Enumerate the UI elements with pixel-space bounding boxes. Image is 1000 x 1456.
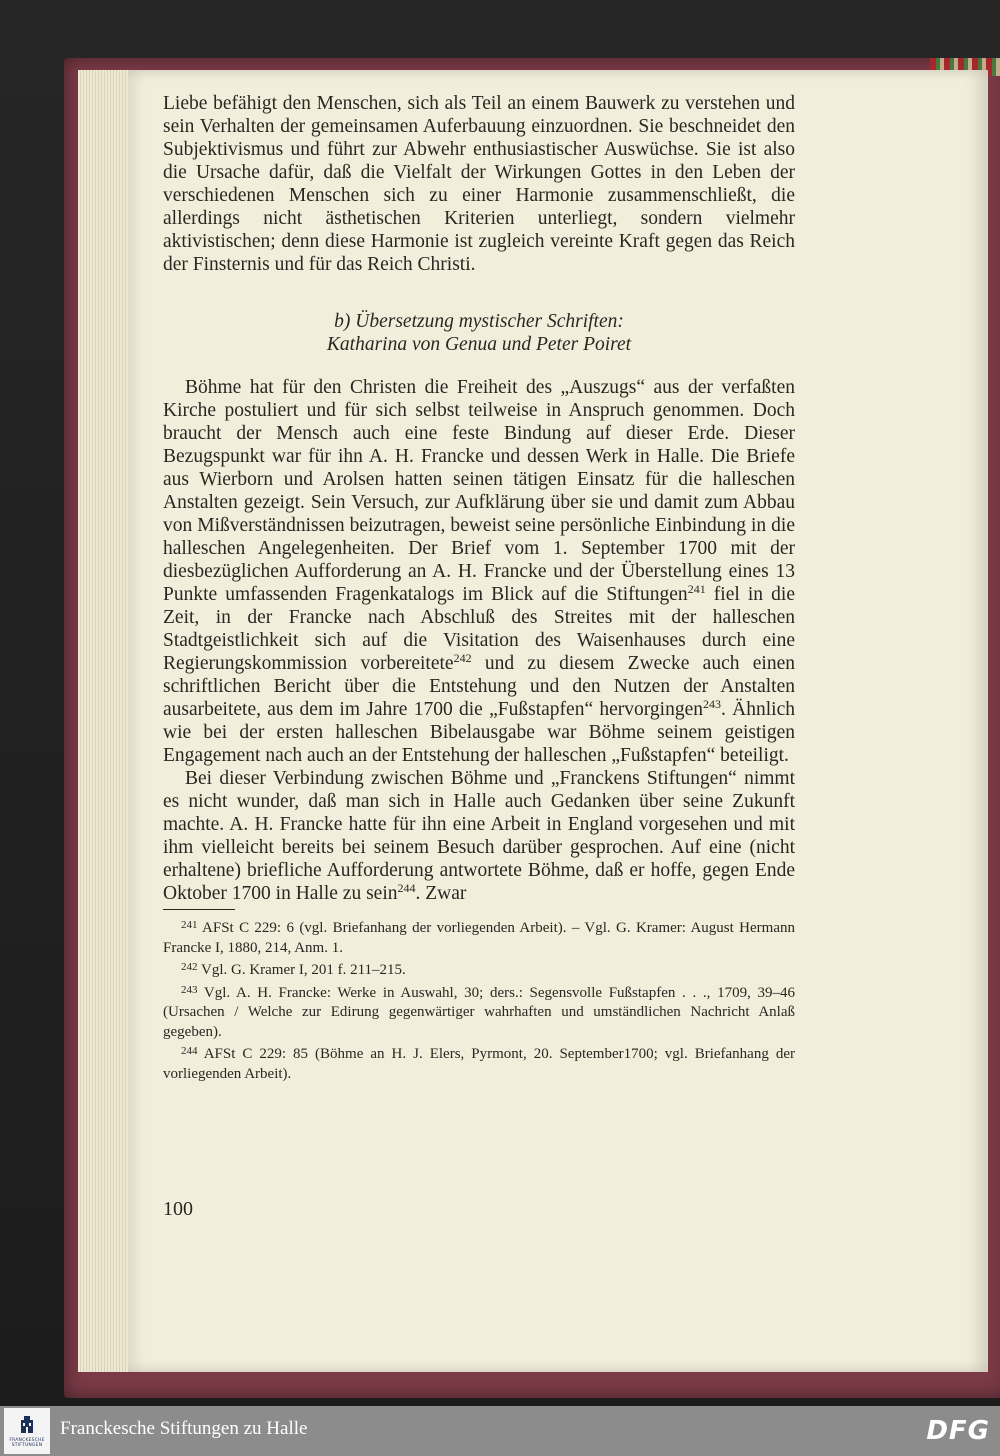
footnote-number: 243 bbox=[181, 983, 198, 996]
section-heading bbox=[163, 310, 795, 356]
footnote-text: AFSt C 229: 6 (vgl. Briefanhang der vorliegenden Arbeit). – Vgl. G. Kramer: August Hermann Francke I, 1880, 214, Anm. 1. bbox=[163, 920, 795, 956]
heading-line-1: b) Übersetzung mystischer Schriften: bbox=[334, 311, 624, 332]
footnote-242 bbox=[163, 958, 795, 981]
logo-text: FRANCKESCHE STIFTUNGEN bbox=[9, 1438, 45, 1448]
footnote-ref-242[interactable]: 242 bbox=[453, 651, 472, 665]
footnote-number: 244 bbox=[181, 1045, 198, 1057]
footer-bar bbox=[0, 1406, 1000, 1456]
footnote-244 bbox=[163, 1042, 795, 1084]
footnote-243 bbox=[163, 981, 795, 1043]
footnote-divider bbox=[163, 909, 235, 910]
footnote-ref-241[interactable]: 241 bbox=[687, 582, 706, 596]
page-number: 100 bbox=[163, 1198, 193, 1220]
heading-line-2: Katharina von Genua und Peter Poiret bbox=[326, 334, 632, 355]
footnote-text: AFSt C 229: 85 (Böhme an H. J. Elers, Pyrmont, 20. September1700; vgl. Briefanhang der vorliegenden Arbeit). bbox=[163, 1046, 795, 1082]
footnote-ref-244[interactable]: 244 bbox=[397, 881, 416, 895]
footnote-number: 241 bbox=[181, 919, 198, 931]
paragraph-3 bbox=[163, 767, 795, 905]
paragraph-3-part-a: Bei dieser Verbindung zwischen Böhme und „Franckens Stiftungen“ nimmt es nicht wunder, daß man sich in Halle auch Gedanken über seine Zukunft machte. A. H. Francke hatte für ihn eine Arbeit in England vorgesehen und mit ihm vielleicht bereits bei seinem Besuch darüber gesprochen. Auf eine (nicht erhaltene) briefliche Aufforderung antwortete Böhme, daß er hoffe, gegen Ende Oktober 1700 in Halle zu sein bbox=[163, 768, 795, 904]
paragraph-2 bbox=[163, 376, 795, 767]
franckesche-stiftungen-logo[interactable] bbox=[4, 1408, 50, 1454]
page-edges bbox=[78, 70, 134, 1372]
footer-title[interactable]: Franckesche Stiftungen zu Halle bbox=[60, 1418, 308, 1439]
footnote-241 bbox=[163, 916, 795, 958]
paragraph-2-part-d: . Ähnlich wie bei der ersten halleschen Bibelausgabe war Böhme seinem geistigen Engagement nach auch an der Entstehung der halleschen „Fußstapfen“ beteiligt. bbox=[163, 699, 795, 766]
footnote-text: Vgl. A. H. Francke: Werke in Auswahl, 30; ders.: Segensvolle Fußstapfen . . ., 1709, 39–46 (Ursachen / Welche zur Edirung gegenwärtiger wahrhaften und umständlichen Nachricht Anlaß gegeben). bbox=[163, 984, 795, 1040]
paragraph-3-part-b: . Zwar bbox=[415, 883, 467, 904]
footnote-ref-243[interactable]: 243 bbox=[703, 697, 721, 711]
footnote-number: 242 bbox=[181, 961, 198, 973]
main-text bbox=[163, 92, 795, 1084]
paragraph-2-part-a: Böhme hat für den Christen die Freiheit des „Auszugs“ aus der verfaßten Kirche postuliert und für sich selbst teilweise in Anspruch genommen. Doch braucht der Mensch auch eine feste Bindung auf dieser Erde. Dieser Bezugspunkt war für ihn A. H. Francke und dessen Werk in Halle. Die Briefe aus Wierborn und Arolsen hatten seinen tätigen Einsatz für die halleschen Anstalten gezeigt. Sein Versuch, zur Aufklärung über sie und damit zum Abbau von Mißverständnissen beizutragen, beweist seine persönliche Einbindung in die halleschen Angelegenheiten. Der Brief vom 1. September 1700 mit der diesbezüglichen Aufforderung an A. H. Francke und der Überstellung eines 13 Punkte umfassenden Fragenkatalogs im Blick auf die Stiftungen bbox=[163, 377, 795, 605]
footnote-text: Vgl. G. Kramer I, 201 f. 211–215. bbox=[200, 962, 406, 978]
building-icon bbox=[20, 1414, 34, 1434]
dfg-logo[interactable]: DFG bbox=[926, 1416, 990, 1446]
paragraph-2-part-b: fiel in die Zeit, in der Francke nach Abschluß des Streites mit der halleschen Stadtgeistlichkeit sich auf die Visitation des Waisenhauses durch eine Regierungskommission vorbereitete bbox=[163, 584, 795, 674]
paragraph-1: Liebe befähigt den Menschen, sich als Teil an einem Bauwerk zu verstehen und sein Verhalten der gemeinsamen Auferbauung einzuordnen. Sie beschneidet den Subjektivismus und führt zur Abwehr enthusiastischer Auswüchse. Sie ist also die Ursache dafür, daß die Vielfalt der Wirkungen Gottes in den Leben der verschiedenen Menschen sich zu einer Harmonie zusammenschließt, die allerdings nicht ästhetischen Kriterien unterliegt, sondern vielmehr aktivistischen; denn diese Harmonie ist zugleich vereinte Kraft gegen das Reich der Finsternis und für das Reich Christi. bbox=[163, 93, 795, 275]
paragraph-2-part-c: und zu diesem Zwecke auch einen schriftlichen Bericht über die Entstehung und den Nutzen der Anstalten ausarbeitete, aus dem im Jahre 1700 die „Fußstapfen“ hervorgingen bbox=[163, 653, 795, 720]
